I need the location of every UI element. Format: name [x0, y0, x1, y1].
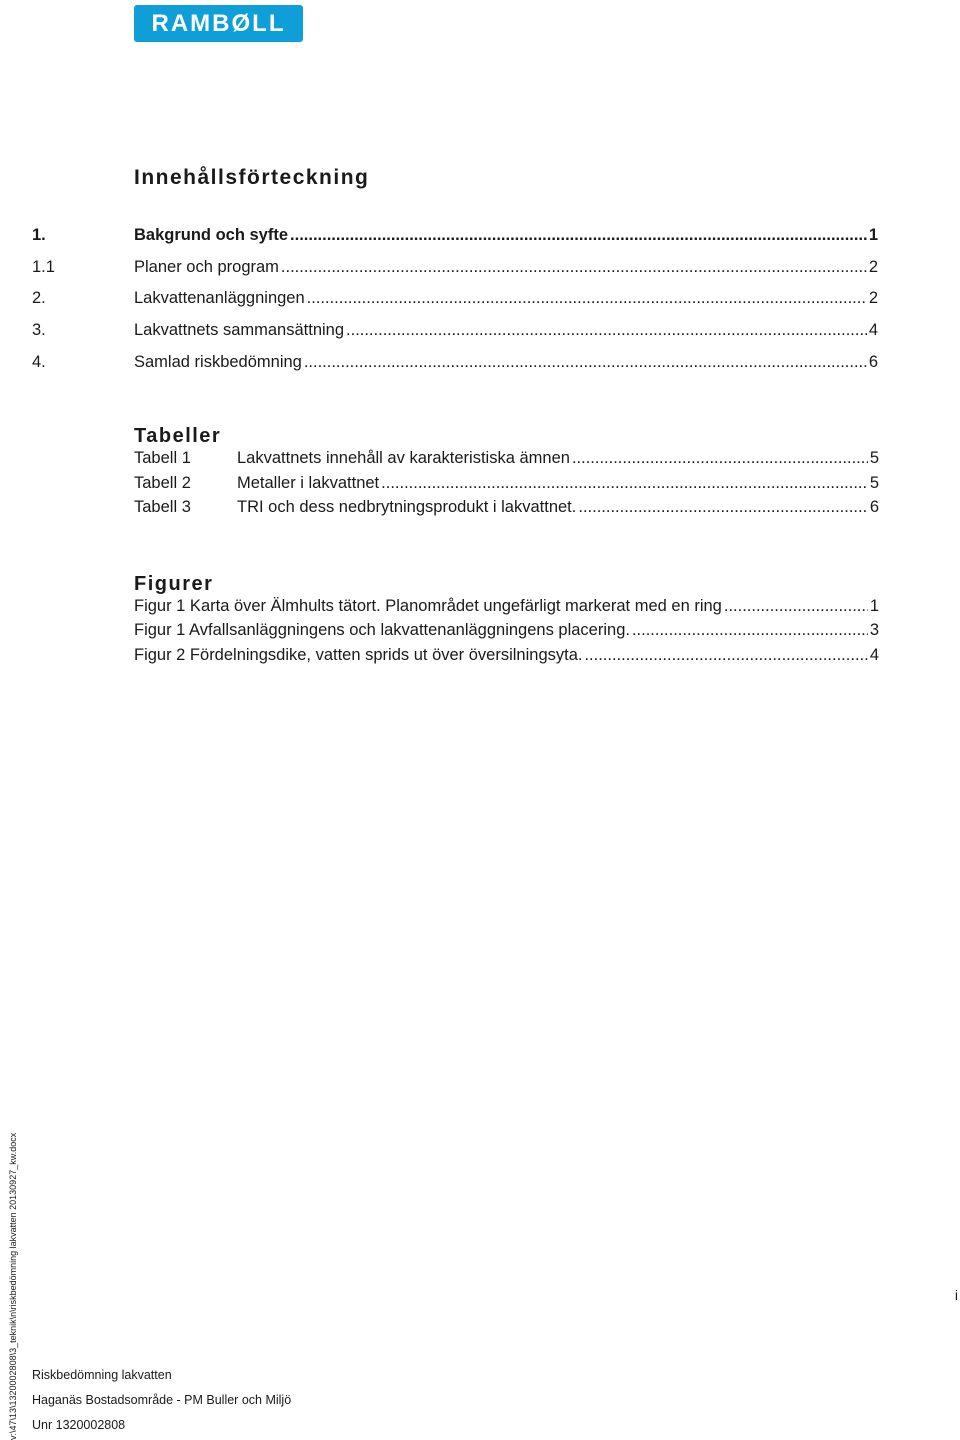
table-entry[interactable]: [134, 498, 879, 520]
tables-heading: Tabeller: [134, 425, 222, 447]
toc-entry[interactable]: [32, 321, 878, 343]
toc-label: Planer och program: [134, 258, 279, 276]
table-entry[interactable]: [134, 449, 879, 471]
toc-page: 1: [868, 226, 878, 244]
figure-page: 3: [869, 621, 879, 639]
toc-label: Bakgrund och syfte: [134, 226, 289, 244]
table-number: Tabell 2: [134, 474, 191, 492]
toc-entry[interactable]: [32, 226, 878, 248]
leader-dots: [584, 646, 867, 665]
table-label: Metaller i lakvattnet: [237, 474, 380, 492]
toc-label: Lakvattenanläggningen: [134, 289, 305, 307]
leader-dots: [281, 258, 867, 277]
figure-label: Figur 1 Avfallsanläggningens och lakvattenanläggningens placering.: [134, 621, 630, 639]
toc-number: 3.: [32, 321, 46, 339]
figures-heading: Figurer: [134, 573, 214, 595]
footer-title: Riskbedömning lakvatten: [32, 1368, 172, 1382]
footer-project: Haganäs Bostadsområde - PM Buller och Miljö: [32, 1393, 292, 1407]
file-path-sidebar: v:\47\13\1320002808\3_teknik\n\riskbedömning lakvatten 20130927_kw.docx: [8, 1132, 18, 1440]
leader-dots: [304, 353, 867, 372]
toc-label: Samlad riskbedömning: [134, 353, 302, 371]
toc-number: 1.: [32, 226, 46, 244]
figure-entry[interactable]: [134, 597, 879, 619]
leader-dots: [290, 226, 867, 245]
figure-entry[interactable]: [134, 646, 879, 668]
figure-entry[interactable]: [134, 621, 879, 643]
table-entry[interactable]: [134, 474, 879, 496]
table-number: Tabell 3: [134, 498, 191, 516]
toc-page: 2: [868, 289, 878, 307]
toc-label: Lakvattnets sammansättning: [134, 321, 345, 339]
table-label: Lakvattnets innehåll av karakteristiska ämnen: [237, 449, 570, 467]
toc-title: Innehållsförteckning: [134, 166, 370, 189]
table-page: 5: [869, 449, 879, 467]
footer-unr: Unr 1320002808: [32, 1418, 126, 1432]
toc-page: 6: [868, 353, 878, 371]
leader-dots: [578, 498, 867, 517]
table-page: 5: [869, 474, 879, 492]
figure-page: 4: [869, 646, 879, 664]
table-label: TRI och dess nedbrytningsprodukt i lakvattnet.: [237, 498, 577, 516]
table-number: Tabell 1: [134, 449, 191, 467]
leader-dots: [724, 597, 868, 616]
leader-dots: [346, 321, 867, 340]
toc-number: 2.: [32, 289, 46, 307]
leader-dots: [307, 289, 867, 308]
toc-number: 4.: [32, 353, 46, 371]
figure-page: 1: [869, 597, 879, 615]
page-number: i: [954, 1287, 958, 1303]
figure-label: Figur 2 Fördelningsdike, vatten sprids ut över översilningsyta.: [134, 646, 583, 664]
leader-dots: [381, 474, 868, 493]
ramboll-logo: RAMBØLL: [134, 5, 303, 42]
leader-dots: [572, 449, 868, 468]
toc-page: 4: [868, 321, 878, 339]
toc-page: 2: [868, 258, 878, 276]
toc-entry[interactable]: [32, 289, 878, 311]
leader-dots: [632, 621, 868, 640]
figure-label: Figur 1 Karta över Älmhults tätort. Planområdet ungefärligt markerat med en ring: [134, 597, 722, 615]
toc-entry[interactable]: [32, 258, 878, 280]
toc-entry[interactable]: [32, 353, 878, 375]
toc-number: 1.1: [32, 258, 55, 276]
table-page: 6: [869, 498, 879, 516]
